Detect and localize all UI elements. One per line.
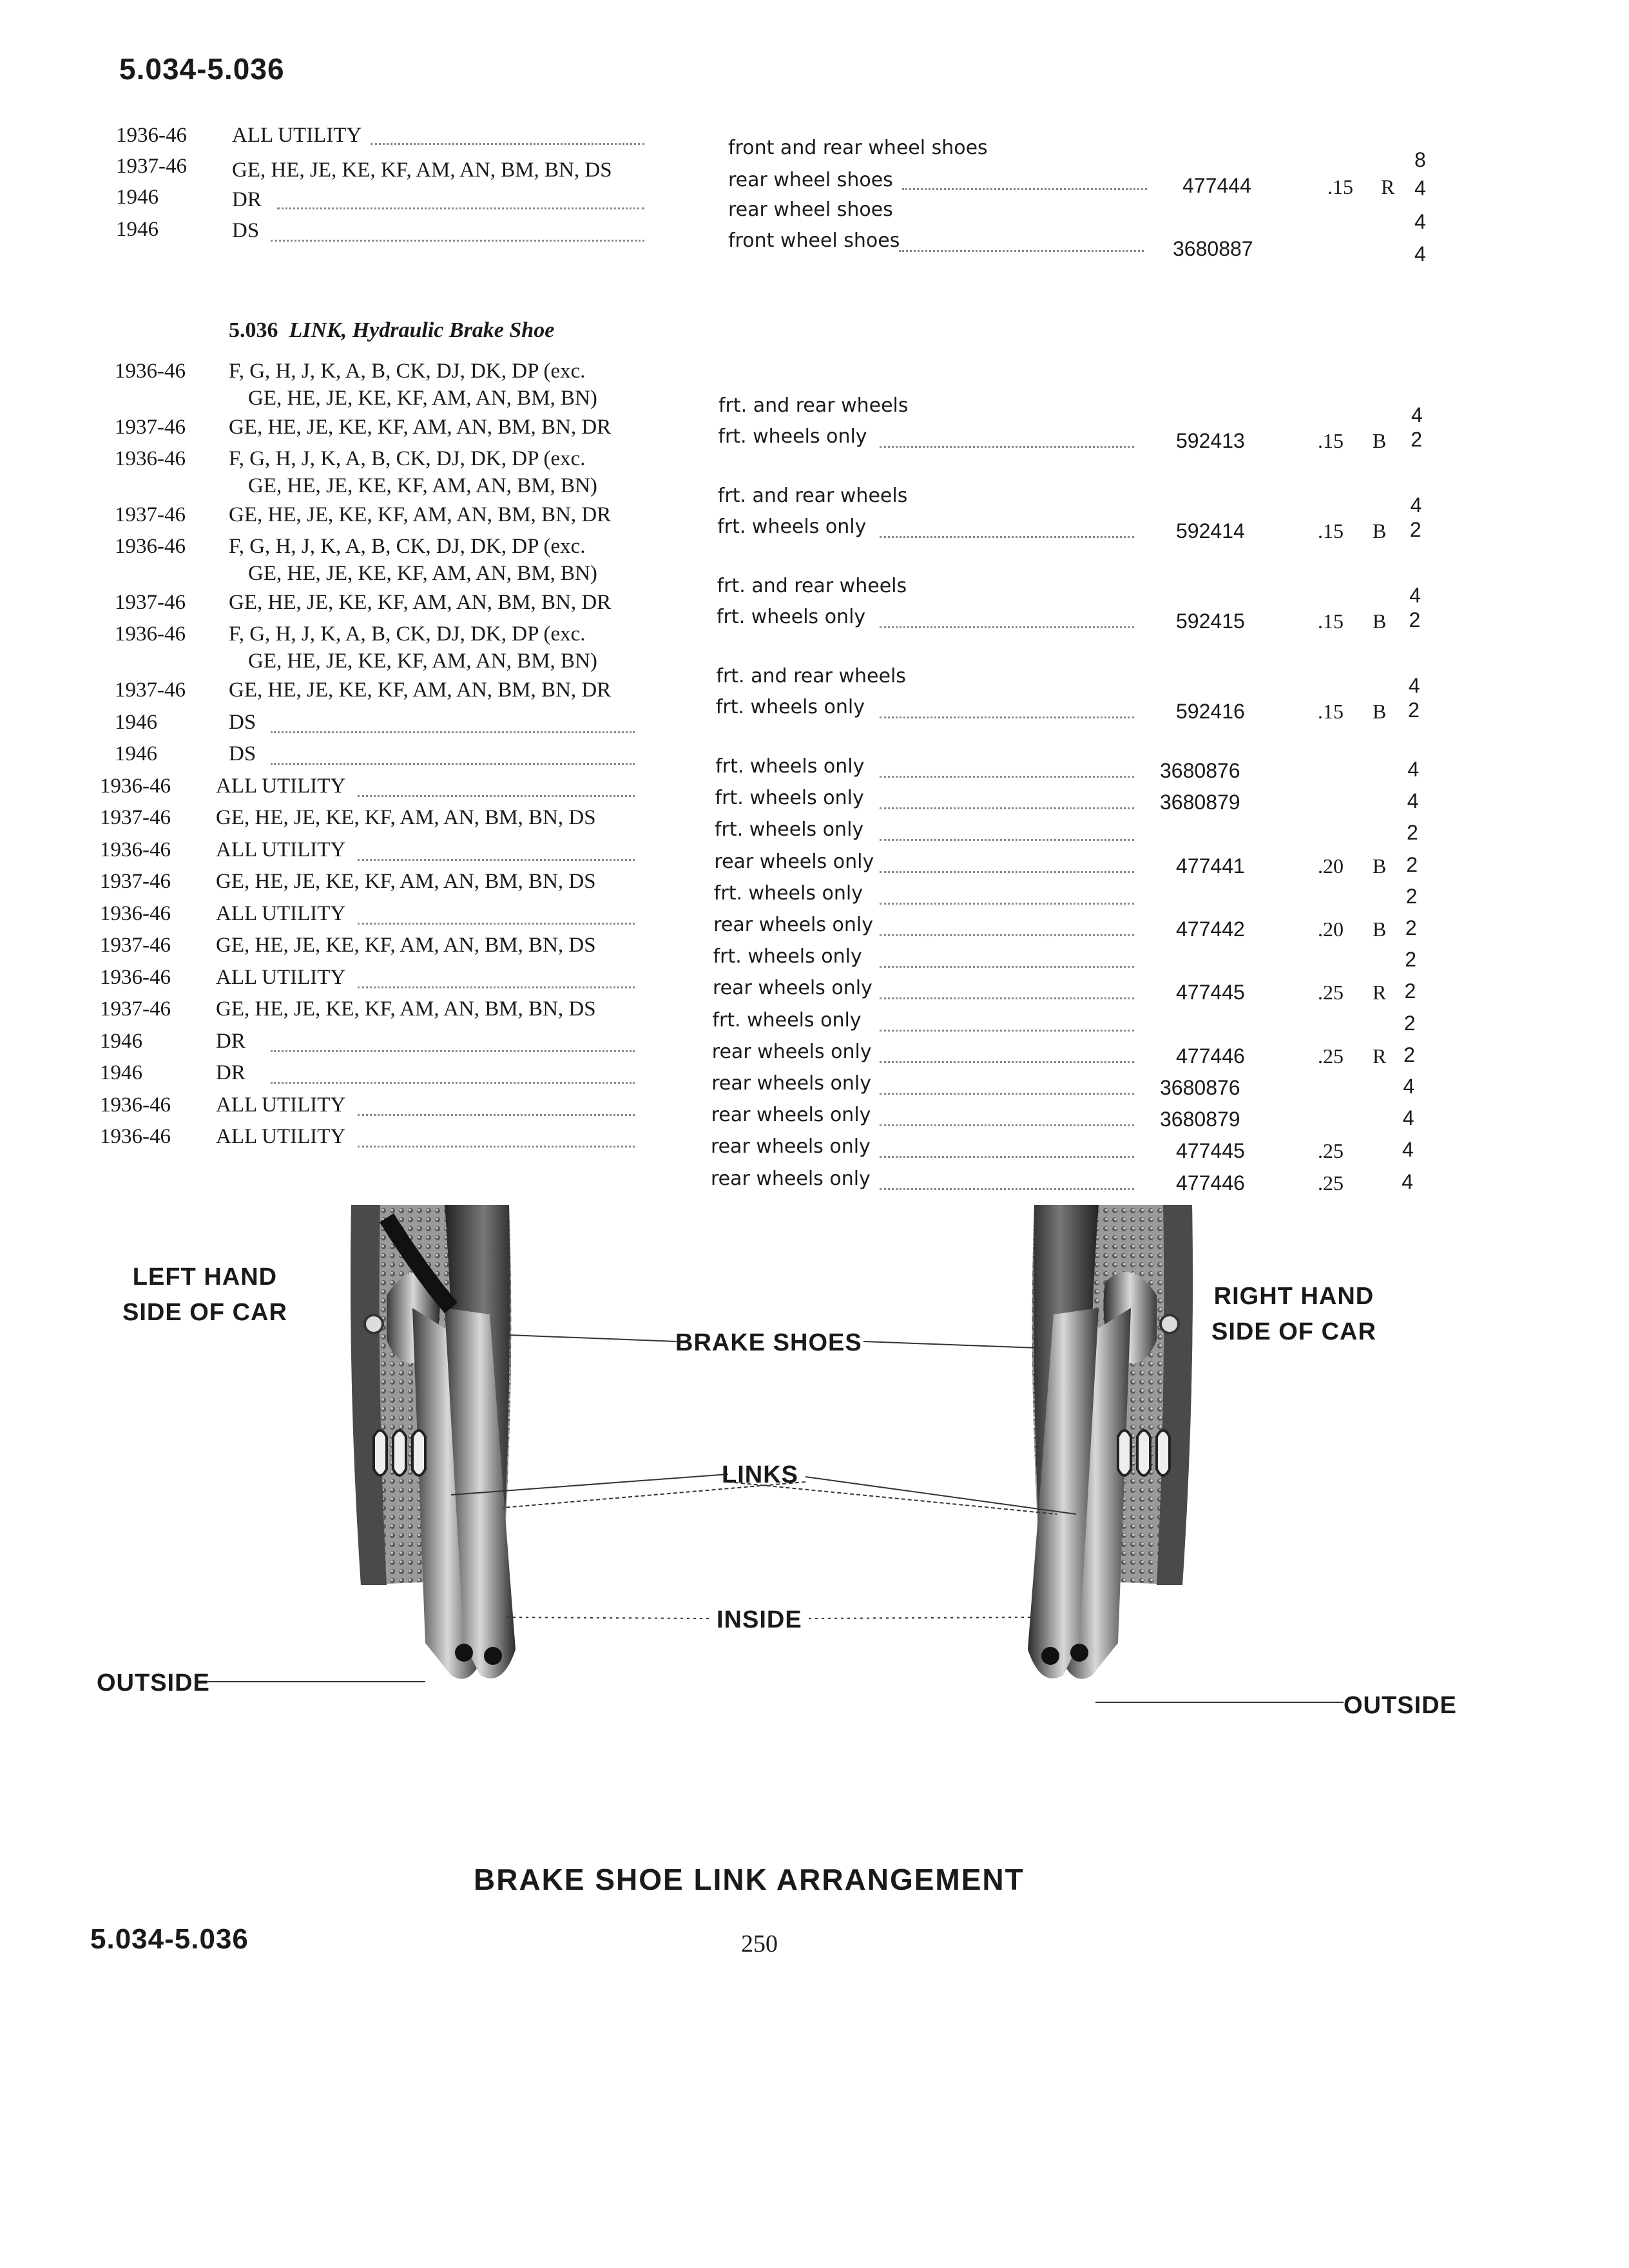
links-label: LINKS [722, 1461, 798, 1488]
link-row-quantity: 4 [1410, 494, 1422, 517]
leader-dots [880, 1061, 1134, 1063]
link-row-oversize: .15 [1318, 610, 1344, 633]
top-row-quantity: 8 [1414, 148, 1426, 171]
link-row-oversize: .25 [1318, 1171, 1344, 1195]
link-row-description: frt. and rear wheels [716, 665, 906, 687]
link-row-year: 1946 [100, 1029, 142, 1053]
link-row-year: 1946 [100, 1061, 142, 1084]
top-row-description: rear wheel shoes [728, 169, 893, 191]
link-row-description: rear wheels only [711, 1135, 871, 1158]
link-row-models: DS [229, 710, 256, 734]
link-row-models: ALL UTILITY [216, 1125, 346, 1148]
leader-dots [358, 859, 635, 861]
link-row-oversize: .25 [1318, 1044, 1344, 1068]
link-row-year: 1936-46 [115, 535, 186, 559]
inside-label: INSIDE [717, 1606, 802, 1633]
link-row-quantity: 2 [1405, 948, 1416, 972]
link-row-year: 1936-46 [100, 838, 171, 861]
link-row-class: B [1373, 918, 1387, 941]
link-row-quantity: 2 [1408, 698, 1420, 722]
link-row-quantity: 4 [1407, 789, 1419, 813]
link-row-year: 1937-46 [115, 678, 186, 702]
leader-dots [899, 250, 1144, 252]
leader-dots [880, 997, 1134, 999]
link-row-year: 1936-46 [100, 901, 171, 925]
leader-dots [880, 871, 1134, 873]
leader-dots [880, 716, 1134, 718]
top-row-models: ALL UTILITY [232, 124, 362, 147]
leader-dots [880, 807, 1134, 809]
top-row-oversize: .15 [1327, 175, 1353, 198]
leader-dots [880, 446, 1134, 448]
leader-dots [271, 731, 635, 733]
top-row-year: 1946 [116, 218, 159, 241]
link-row-description: rear wheels only [713, 914, 873, 936]
leader-dots [880, 1030, 1134, 1032]
link-row-class: B [1373, 429, 1387, 452]
link-row-quantity: 4 [1402, 1138, 1414, 1162]
link-row-quantity: 4 [1402, 1106, 1414, 1130]
leader-dots [358, 795, 635, 797]
leader-dots [358, 986, 635, 988]
link-row-year: 1936-46 [115, 622, 186, 646]
leader-dots [880, 934, 1134, 936]
link-row-quantity: 2 [1409, 518, 1422, 541]
leader-dots [358, 1146, 635, 1148]
link-row-quantity: 2 [1407, 821, 1418, 845]
link-row-year: 1936-46 [115, 447, 186, 471]
section-title: LINK, Hydraulic Brake Shoe [289, 318, 555, 342]
link-row-class: B [1373, 700, 1387, 723]
leader-dots [371, 143, 644, 145]
link-row-models: GE, HE, JE, KE, KF, AM, AN, BM, BN, DR [229, 590, 612, 614]
leader-dots [880, 966, 1134, 968]
link-row-class: R [1373, 981, 1387, 1004]
link-row-oversize: .20 [1318, 918, 1344, 941]
link-row-models: F, G, H, J, K, A, B, CK, DJ, DK, DP (exc. [229, 535, 586, 559]
link-row-models: GE, HE, JE, KE, KF, AM, AN, BM, BN, DS [216, 934, 596, 957]
leader-dots [880, 839, 1134, 841]
link-row-description: rear wheels only [711, 1167, 871, 1190]
link-row-part-number: 477445 [1176, 981, 1245, 1004]
link-row-quantity: 4 [1407, 758, 1420, 781]
link-row-description: rear wheels only [711, 1072, 871, 1095]
leader-dots [880, 1156, 1134, 1158]
link-row-description: frt. and rear wheels [717, 485, 908, 507]
link-row-part-number: 3680876 [1160, 1076, 1240, 1099]
figure-caption: BRAKE SHOE LINK ARRANGEMENT [474, 1863, 1025, 1896]
link-row-year: 1937-46 [115, 415, 186, 439]
link-row-models: GE, HE, JE, KE, KF, AM, AN, BM, BN, DS [216, 806, 596, 829]
top-row-models: GE, HE, JE, KE, KF, AM, AN, BM, BN, DS [232, 159, 612, 182]
right-shoe-assembly [1028, 1205, 1193, 1679]
top-row-description: front wheel shoes [728, 229, 900, 252]
link-row-models: GE, HE, JE, KE, KF, AM, AN, BM, BN, DS [216, 870, 596, 893]
link-row-part-number: 3680879 [1160, 1108, 1240, 1131]
link-row-models: ALL UTILITY [216, 901, 346, 925]
left-shoe-assembly [351, 1205, 516, 1679]
link-row-quantity: 2 [1405, 884, 1418, 908]
link-row-class: B [1373, 854, 1387, 878]
top-row-models: DS [232, 219, 260, 242]
link-row-models: F, G, H, J, K, A, B, CK, DJ, DK, DP (exc. [229, 447, 586, 471]
link-row-description: frt. wheels only [715, 755, 865, 778]
link-row-year: 1946 [115, 710, 157, 734]
link-row-part-number: 3680879 [1160, 791, 1240, 814]
link-row-models-continued: GE, HE, JE, KE, KF, AM, AN, BM, BN) [248, 649, 597, 673]
link-row-description: rear wheels only [711, 1040, 872, 1063]
link-row-models: GE, HE, JE, KE, KF, AM, AN, BM, BN, DR [229, 415, 612, 439]
link-row-part-number: 592413 [1176, 429, 1245, 452]
link-row-part-number: 3680876 [1160, 759, 1240, 782]
leader-dots [880, 626, 1134, 628]
top-row-description: front and rear wheel shoes [728, 137, 988, 159]
link-row-year: 1936-46 [100, 1093, 171, 1117]
top-row-quantity: 4 [1414, 210, 1426, 233]
leader-dots [271, 240, 644, 242]
top-row-models: DR [232, 188, 262, 211]
link-row-models: DR [216, 1061, 246, 1084]
link-row-quantity: 2 [1403, 1011, 1416, 1035]
page-number: 250 [741, 1930, 778, 1957]
link-row-quantity: 4 [1411, 403, 1423, 427]
link-row-models: F, G, H, J, K, A, B, CK, DJ, DK, DP (exc. [229, 360, 586, 383]
outside-right-label: OUTSIDE [1344, 1692, 1457, 1719]
link-row-models-continued: GE, HE, JE, KE, KF, AM, AN, BM, BN) [248, 387, 597, 410]
link-row-part-number: 592415 [1176, 610, 1245, 633]
link-row-year: 1936-46 [115, 360, 186, 383]
link-row-quantity: 2 [1406, 852, 1418, 876]
link-row-models: ALL UTILITY [216, 838, 346, 861]
top-row-year: 1946 [116, 186, 159, 209]
top-row-quantity: 4 [1414, 242, 1426, 265]
leader-dots [880, 1124, 1134, 1126]
link-row-oversize: .15 [1318, 429, 1344, 452]
link-row-models: ALL UTILITY [216, 965, 346, 989]
link-row-models: GE, HE, JE, KE, KF, AM, AN, BM, BN, DS [216, 997, 596, 1021]
leader-dots [271, 763, 635, 765]
leader-dots [880, 776, 1134, 778]
link-row-description: frt. wheels only [712, 1008, 862, 1032]
link-row-year: 1937-46 [115, 590, 186, 614]
link-row-quantity: 4 [1408, 674, 1420, 697]
link-row-quantity: 4 [1402, 1169, 1414, 1193]
leader-dots [358, 1114, 635, 1116]
link-row-part-number: 477446 [1176, 1044, 1245, 1068]
top-row-class: R [1381, 175, 1395, 198]
link-row-quantity: 2 [1403, 1043, 1415, 1066]
brake-shoes-label: BRAKE SHOES [675, 1329, 862, 1356]
link-row-models: DS [229, 742, 256, 765]
link-row-description: frt. wheels only [717, 515, 867, 538]
outside-left-label: OUTSIDE [97, 1669, 210, 1696]
link-row-quantity: 2 [1409, 608, 1421, 631]
link-row-year: 1937-46 [100, 806, 171, 829]
link-row-description: frt. wheels only [713, 881, 863, 905]
link-row-models: ALL UTILITY [216, 1093, 346, 1117]
top-row-part-number: 3680887 [1173, 237, 1253, 260]
section-number: 5.036 [229, 318, 278, 342]
link-row-description: frt. wheels only [715, 696, 865, 718]
right-hand-side-label: RIGHT HAND SIDE OF CAR [1211, 1283, 1376, 1346]
link-row-models: GE, HE, JE, KE, KF, AM, AN, BM, BN, DR [229, 503, 612, 526]
leader-dots [880, 903, 1134, 905]
link-row-description: rear wheels only [714, 850, 874, 873]
link-row-year: 1937-46 [100, 934, 171, 957]
left-hand-side-label: LEFT HAND SIDE OF CAR [122, 1264, 287, 1327]
link-row-year: 1946 [115, 742, 157, 765]
top-row-quantity: 4 [1414, 177, 1426, 200]
link-row-description: frt. wheels only [715, 818, 864, 841]
link-row-class: B [1373, 519, 1387, 543]
link-row-class: R [1373, 1044, 1387, 1068]
link-row-quantity: 2 [1405, 916, 1417, 939]
top-row-year: 1937-46 [116, 155, 187, 178]
link-row-models: ALL UTILITY [216, 774, 346, 798]
link-row-year: 1936-46 [100, 774, 171, 798]
page-header-code: 5.034-5.036 [119, 52, 285, 86]
leader-dots [271, 1082, 635, 1084]
link-row-part-number: 477441 [1176, 854, 1245, 878]
link-row-description: frt. wheels only [718, 425, 867, 448]
link-row-year: 1936-46 [100, 965, 171, 989]
link-row-quantity: 2 [1411, 428, 1423, 451]
link-row-quantity: 4 [1403, 1075, 1415, 1098]
top-row-year: 1936-46 [116, 124, 187, 147]
link-row-oversize: .15 [1318, 519, 1344, 543]
link-row-models-continued: GE, HE, JE, KE, KF, AM, AN, BM, BN) [248, 474, 597, 498]
link-row-description: frt. wheels only [713, 945, 862, 968]
link-row-part-number: 592414 [1176, 519, 1245, 543]
link-row-part-number: 592416 [1176, 700, 1245, 723]
page-footer-code: 5.034-5.036 [90, 1923, 249, 1955]
link-row-part-number: 477442 [1176, 918, 1245, 941]
link-row-description: rear wheels only [711, 1104, 871, 1127]
leader-dots [358, 923, 635, 925]
top-row-part-number: 477444 [1182, 174, 1251, 197]
section-heading [229, 318, 554, 343]
link-row-class: B [1373, 610, 1387, 633]
link-row-part-number: 477446 [1176, 1171, 1245, 1195]
link-row-oversize: .25 [1318, 981, 1344, 1004]
link-row-models: F, G, H, J, K, A, B, CK, DJ, DK, DP (exc. [229, 622, 586, 646]
link-row-quantity: 4 [1409, 584, 1421, 607]
leader-dots [271, 1050, 635, 1052]
link-row-description: frt. wheels only [717, 606, 866, 628]
link-row-year: 1936-46 [100, 1125, 171, 1148]
link-row-description: frt. and rear wheels [717, 575, 907, 597]
link-row-description: frt. wheels only [715, 787, 864, 810]
link-row-part-number: 477445 [1176, 1139, 1245, 1163]
link-row-models: DR [216, 1029, 246, 1053]
link-row-oversize: .20 [1318, 854, 1344, 878]
leader-dots [880, 1093, 1134, 1095]
link-row-year: 1937-46 [115, 503, 186, 526]
top-row-description: rear wheel shoes [728, 198, 893, 221]
leader-dots [902, 188, 1147, 190]
link-row-year: 1937-46 [100, 997, 171, 1021]
link-row-models-continued: GE, HE, JE, KE, KF, AM, AN, BM, BN) [248, 562, 597, 586]
link-row-oversize: .15 [1318, 700, 1344, 723]
leader-dots [277, 207, 644, 209]
link-row-quantity: 2 [1404, 979, 1416, 1003]
link-row-oversize: .25 [1318, 1139, 1344, 1163]
link-row-description: rear wheels only [713, 977, 872, 1000]
link-row-models: GE, HE, JE, KE, KF, AM, AN, BM, BN, DR [229, 678, 612, 702]
leader-dots [880, 536, 1134, 538]
link-row-description: frt. and rear wheels [718, 394, 909, 417]
link-row-year: 1937-46 [100, 870, 171, 893]
